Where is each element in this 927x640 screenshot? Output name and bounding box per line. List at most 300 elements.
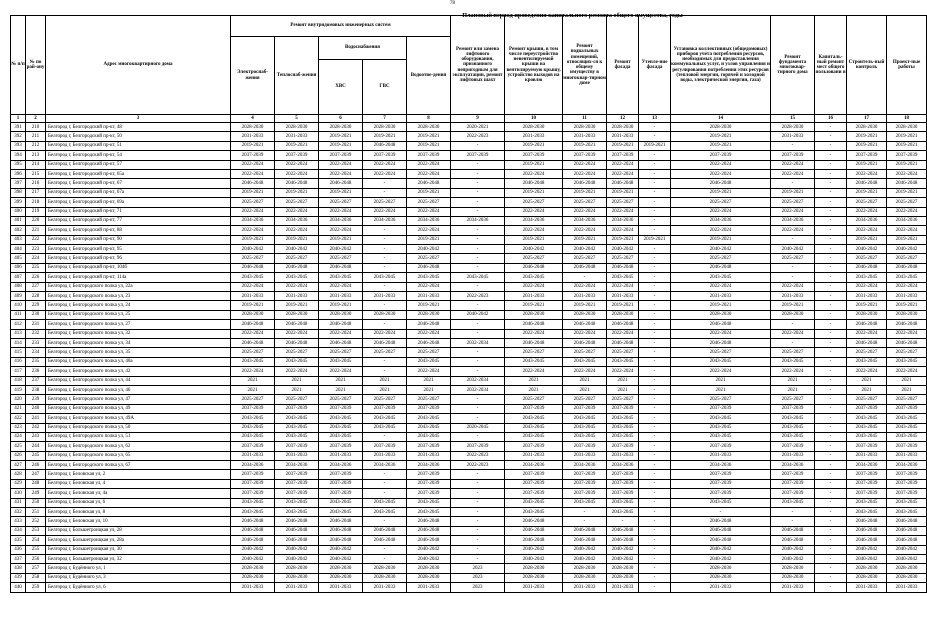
table-cell: 2025-2027 <box>319 348 363 357</box>
table-cell: 2046-2048 <box>887 320 927 329</box>
table-cell: 2025-2027 <box>671 198 771 207</box>
table-cell: 414 <box>11 338 26 347</box>
table-cell: 2022-2024 <box>607 226 639 235</box>
table-cell: 2031-2033 <box>563 451 607 460</box>
table-cell: 2022-2024 <box>671 207 771 216</box>
table-cell: 2037-2039 <box>607 479 639 488</box>
table-cell: 2025-2027 <box>363 198 407 207</box>
table-cell: - <box>451 489 505 498</box>
column-number: 8 <box>407 115 451 123</box>
table-cell: 2025-2027 <box>505 198 563 207</box>
table-cell: 217 <box>26 188 46 197</box>
table-cell: 2043-2045 <box>771 498 815 507</box>
table-cell: - <box>639 273 671 282</box>
table-cell: 2022-2024 <box>847 329 887 338</box>
table-row <box>11 404 927 413</box>
table-cell: - <box>451 254 505 263</box>
table-cell: - <box>815 423 847 432</box>
table-cell: 2019-2021 <box>275 188 319 197</box>
column-number: 6 <box>319 115 363 123</box>
address-cell: Белгород г, Белгородского полка ул, 51 <box>46 432 231 441</box>
table-cell: 2019-2021 <box>887 132 927 141</box>
table-cell: - <box>815 526 847 535</box>
table-cell: 2037-2039 <box>847 151 887 160</box>
table-cell: 2043-2045 <box>847 508 887 517</box>
address-cell: Белгород г, Белгородский пр-кт, 96 <box>46 254 231 263</box>
table-cell: - <box>451 198 505 207</box>
table-cell: 398 <box>11 188 26 197</box>
table-cell: 2025-2027 <box>887 254 927 263</box>
table-cell: 2040-2042 <box>505 554 563 563</box>
table-cell: - <box>451 348 505 357</box>
table-cell: 2046-2048 <box>671 526 771 535</box>
table-cell: 2043-2045 <box>231 423 275 432</box>
table-cell: 2022-2024 <box>275 282 319 291</box>
table-cell: 2022-2024 <box>771 367 815 376</box>
table-row <box>11 123 927 132</box>
table-row <box>11 263 927 272</box>
table-cell: 2037-2039 <box>607 151 639 160</box>
table-cell: 2025-2027 <box>847 198 887 207</box>
table-cell: 2046-2048 <box>887 338 927 347</box>
table-cell: 2019-2021 <box>275 235 319 244</box>
table-cell: 2022-2024 <box>563 169 607 178</box>
table-cell: 2019-2021 <box>607 301 639 310</box>
table-cell: 2025-2027 <box>771 348 815 357</box>
address-cell: Белгород г, Белгородского полка ул, 49 <box>46 404 231 413</box>
table-cell: - <box>815 442 847 451</box>
table-cell: 2034-2036 <box>671 461 771 470</box>
table-cell: - <box>639 263 671 272</box>
table-cell: 2043-2045 <box>887 414 927 423</box>
table-cell: 2028-2030 <box>231 123 275 132</box>
table-cell: 2037-2039 <box>563 442 607 451</box>
header-insulation: Утепле-ние фасада <box>639 16 671 115</box>
table-cell: - <box>451 414 505 423</box>
table-cell: 2046-2048 <box>671 517 771 526</box>
table-row <box>11 423 927 432</box>
table-cell: - <box>815 583 847 592</box>
table-cell: 2025-2027 <box>671 395 771 404</box>
table-cell: 2043-2045 <box>671 273 771 282</box>
table-cell: 2031-2033 <box>771 451 815 460</box>
table-cell: 2043-2045 <box>847 498 887 507</box>
table-cell: 2037-2039 <box>671 404 771 413</box>
table-cell: 2040-2042 <box>451 310 505 319</box>
table-cell: 222 <box>26 235 46 244</box>
table-row <box>11 338 927 347</box>
table-cell: 2019-2021 <box>887 235 927 244</box>
table-cell: 2019-2021 <box>847 160 887 169</box>
table-cell: 2037-2039 <box>505 489 563 498</box>
table-cell: - <box>639 179 671 188</box>
table-cell: - <box>363 357 407 366</box>
table-cell: 2022-2024 <box>671 282 771 291</box>
table-cell: 2021 <box>231 376 275 385</box>
table-cell: 418 <box>11 376 26 385</box>
table-cell: 2037-2039 <box>275 479 319 488</box>
table-cell: - <box>451 235 505 244</box>
table-cell: 2043-2045 <box>231 414 275 423</box>
table-cell: - <box>639 282 671 291</box>
table-cell: 2031-2033 <box>847 292 887 301</box>
table-cell: 235 <box>26 357 46 366</box>
table-cell: 234 <box>26 348 46 357</box>
table-cell: 2019-2021 <box>887 188 927 197</box>
table-cell: 2043-2045 <box>319 432 363 441</box>
table-cell: - <box>639 385 671 394</box>
table-cell: 2037-2039 <box>275 442 319 451</box>
table-cell: 2037-2039 <box>671 470 771 479</box>
table-cell: 2031-2033 <box>607 132 639 141</box>
address-cell: Белгород г, Белгородского полка ул, 50 <box>46 423 231 432</box>
table-cell: 2032-2034 <box>451 338 505 347</box>
table-cell: 2031-2033 <box>847 583 887 592</box>
table-cell: - <box>639 573 671 582</box>
table-cell: 2037-2039 <box>231 470 275 479</box>
table-cell: 246 <box>26 461 46 470</box>
table-cell: 2043-2045 <box>319 508 363 517</box>
table-cell: 433 <box>11 517 26 526</box>
table-cell: - <box>815 498 847 507</box>
table-cell: 2043-2045 <box>563 498 607 507</box>
table-cell: - <box>451 329 505 338</box>
table-cell: 2019-2021 <box>563 301 607 310</box>
table-cell: 2022-2024 <box>847 367 887 376</box>
table-cell: 2025-2027 <box>607 198 639 207</box>
table-row <box>11 442 927 451</box>
table-cell: 2025-2027 <box>231 348 275 357</box>
table-cell: 2031-2033 <box>887 292 927 301</box>
table-cell: 2043-2045 <box>275 414 319 423</box>
table-cell: 2043-2045 <box>505 357 563 366</box>
table-cell: 2046-2048 <box>607 320 639 329</box>
table-cell: 2043-2045 <box>671 357 771 366</box>
table-cell: 2023 <box>451 573 505 582</box>
table-cell: 2034-2036 <box>363 461 407 470</box>
table-cell: 2037-2039 <box>847 404 887 413</box>
table-cell: 226 <box>26 273 46 282</box>
table-cell: 2022-2024 <box>607 207 639 216</box>
table-cell: 2031-2033 <box>363 451 407 460</box>
table-cell: 2037-2039 <box>887 489 927 498</box>
table-cell: 2028-2030 <box>887 573 927 582</box>
address-cell: Белгород г, Белгородский пр-кт, 77 <box>46 216 231 225</box>
table-cell: 2022-2024 <box>407 367 451 376</box>
table-row <box>11 357 927 366</box>
table-cell: 2046-2048 <box>275 517 319 526</box>
table-cell: 2022-2024 <box>363 160 407 169</box>
table-cell: 2046-2048 <box>407 526 451 535</box>
table-cell: 2040-2042 <box>847 554 887 563</box>
table-cell: - <box>815 451 847 460</box>
table-cell: 411 <box>11 310 26 319</box>
table-cell: 2037-2039 <box>407 404 451 413</box>
table-cell: - <box>363 301 407 310</box>
table-cell: 2034-2036 <box>505 461 563 470</box>
table-cell: 2031-2033 <box>407 292 451 301</box>
table-cell: 2037-2039 <box>887 479 927 488</box>
table-cell: 2046-2048 <box>607 263 639 272</box>
table-cell: 2037-2039 <box>505 479 563 488</box>
table-cell: 2037-2039 <box>563 151 607 160</box>
table-cell: 2021 <box>847 385 887 394</box>
table-cell: 2021 <box>563 385 607 394</box>
table-cell: 2037-2039 <box>275 151 319 160</box>
table-cell: 2043-2045 <box>363 423 407 432</box>
table-cell: 2022-2024 <box>275 367 319 376</box>
table-cell: 2034-2036 <box>887 216 927 225</box>
table-cell: 440 <box>11 583 26 592</box>
table-cell: 2028-2030 <box>505 310 563 319</box>
table-cell: 2028-2030 <box>407 564 451 573</box>
table-cell: 2031-2033 <box>407 583 451 592</box>
table-cell: 2022-2024 <box>407 226 451 235</box>
table-cell: 2043-2045 <box>887 357 927 366</box>
column-number: 15 <box>771 115 815 123</box>
table-cell: - <box>815 554 847 563</box>
table-cell: - <box>639 498 671 507</box>
address-cell: Белгород г, Белгородский пр-кт, 69а <box>46 198 231 207</box>
table-cell: 2019-2021 <box>563 235 607 244</box>
table-cell: 2028-2030 <box>275 573 319 582</box>
table-cell: 2031-2033 <box>275 451 319 460</box>
table-cell: 239 <box>26 395 46 404</box>
table-cell: 2022-2024 <box>505 207 563 216</box>
table-cell: 2028-2030 <box>505 123 563 132</box>
table-cell: 2043-2045 <box>275 498 319 507</box>
table-cell: 2040-2042 <box>319 554 363 563</box>
column-number: 4 <box>231 115 275 123</box>
table-cell: 251 <box>26 508 46 517</box>
table-cell: - <box>363 245 407 254</box>
address-cell: Белгород г, Белгородский пр-кт, 71 <box>46 207 231 216</box>
table-cell: 415 <box>11 348 26 357</box>
table-cell: 2034-2036 <box>319 461 363 470</box>
table-cell: - <box>639 160 671 169</box>
table-cell: 2022-2024 <box>319 282 363 291</box>
table-cell: 2028-2030 <box>319 564 363 573</box>
address-cell: Белгород г, Белгородского полка ул, 44 <box>46 376 231 385</box>
table-cell: - <box>815 245 847 254</box>
page-number: 78 <box>450 1 455 6</box>
table-cell: 405 <box>11 254 26 263</box>
table-row <box>11 526 927 535</box>
table-cell: 2037-2039 <box>771 479 815 488</box>
table-cell: 2022-2024 <box>505 329 563 338</box>
table-cell: 2046-2048 <box>671 263 771 272</box>
table-cell: 2040-2042 <box>771 554 815 563</box>
table-cell: - <box>771 235 815 244</box>
table-cell: 436 <box>11 545 26 554</box>
address-cell: Белгород г, Белгородский пр-кт, 65а <box>46 169 231 178</box>
table-cell: 2040-2042 <box>847 245 887 254</box>
table-cell: 2028-2030 <box>275 564 319 573</box>
table-cell: 427 <box>11 461 26 470</box>
table-cell: 2037-2039 <box>771 470 815 479</box>
repair-schedule-table <box>10 15 927 593</box>
table-cell: 2025-2027 <box>847 395 887 404</box>
table-cell: 437 <box>11 554 26 563</box>
address-cell: Белгород г, Белгородского полка ул, 49А <box>46 414 231 423</box>
table-cell: 258 <box>26 573 46 582</box>
table-cell: 2034-2036 <box>771 461 815 470</box>
table-cell: 2025-2027 <box>771 198 815 207</box>
table-row <box>11 536 927 545</box>
table-row <box>11 498 927 507</box>
table-cell: 2028-2030 <box>275 310 319 319</box>
address-cell: Белгород г, Белгородский пр-кт, 51 <box>46 141 231 150</box>
table-cell: 2034-2036 <box>607 461 639 470</box>
table-cell: - <box>771 273 815 282</box>
table-row <box>11 151 927 160</box>
table-cell: 2021 <box>887 376 927 385</box>
address-cell: Белгород г, Белгородский пр-кт, 104б <box>46 263 231 272</box>
table-cell: 439 <box>11 573 26 582</box>
table-cell: 2046-2048 <box>847 517 887 526</box>
address-cell: Белгород г, Белгородского полка ул, 23 <box>46 292 231 301</box>
table-cell: 2037-2039 <box>607 489 639 498</box>
table-row <box>11 301 927 310</box>
table-cell: 400 <box>11 207 26 216</box>
table-cell: 2019-2021 <box>671 132 771 141</box>
table-cell: 2022-2024 <box>563 226 607 235</box>
table-cell: 2031-2033 <box>407 451 451 460</box>
table-cell: 2021 <box>231 385 275 394</box>
table-cell: - <box>639 479 671 488</box>
table-cell: 2037-2039 <box>231 489 275 498</box>
table-cell: 2031-2033 <box>231 583 275 592</box>
header-construction-control: Строитель-ный контроль <box>847 16 887 115</box>
table-cell: 2040-2042 <box>275 245 319 254</box>
table-cell: 2019-2021 <box>407 235 451 244</box>
table-cell: 2043-2045 <box>231 508 275 517</box>
table-cell: 2028-2030 <box>363 573 407 582</box>
table-cell: 2037-2039 <box>887 470 927 479</box>
table-cell: 2040-2042 <box>231 545 275 554</box>
table-cell: - <box>815 348 847 357</box>
table-cell: - <box>639 367 671 376</box>
table-cell: - <box>815 132 847 141</box>
table-cell: 2034-2036 <box>847 461 887 470</box>
address-cell: Белгород г, Будённого ул, 3 <box>46 573 231 582</box>
table-cell: 2031-2033 <box>563 132 607 141</box>
table-cell: 391 <box>11 123 26 132</box>
table-cell: 2043-2045 <box>847 273 887 282</box>
table-cell: 253 <box>26 526 46 535</box>
table-cell: - <box>639 123 671 132</box>
table-cell: - <box>363 282 407 291</box>
table-cell: 2037-2039 <box>275 489 319 498</box>
header-num: № п/п <box>11 16 26 115</box>
table-cell: 2028-2030 <box>887 564 927 573</box>
table-cell: 2025-2027 <box>771 395 815 404</box>
table-cell: 2043-2045 <box>407 273 451 282</box>
table-cell: - <box>639 169 671 178</box>
table-cell: 2037-2039 <box>451 442 505 451</box>
table-cell: 2028-2030 <box>771 310 815 319</box>
table-cell: 402 <box>11 226 26 235</box>
table-cell: 2019-2021 <box>847 188 887 197</box>
table-cell: 2022-2024 <box>231 169 275 178</box>
table-cell: 2022-2024 <box>231 226 275 235</box>
table-cell: 2043-2045 <box>505 414 563 423</box>
table-cell: 2031-2033 <box>887 451 927 460</box>
table-cell: 2040-2042 <box>275 545 319 554</box>
table-cell: 2046-2048 <box>231 526 275 535</box>
table-cell: 2021 <box>847 376 887 385</box>
table-cell: 2025-2027 <box>607 395 639 404</box>
table-cell: - <box>639 310 671 319</box>
table-cell: 2043-2045 <box>275 423 319 432</box>
table-cell: 2028-2030 <box>363 310 407 319</box>
table-cell: 2043-2045 <box>771 357 815 366</box>
table-cell: 432 <box>11 508 26 517</box>
table-cell: 2040-2042 <box>607 545 639 554</box>
table-cell: 2040-2042 <box>505 245 563 254</box>
table-cell: 2037-2039 <box>887 151 927 160</box>
table-cell: 2022-2024 <box>887 169 927 178</box>
table-cell: 2019-2021 <box>505 301 563 310</box>
table-cell: 2022-2024 <box>771 169 815 178</box>
table-cell: 2037-2039 <box>275 470 319 479</box>
table-cell: 2046-2048 <box>887 263 927 272</box>
table-cell: 2021 <box>563 376 607 385</box>
table-cell: 2037-2039 <box>671 479 771 488</box>
table-cell: 2019-2021 <box>407 132 451 141</box>
table-cell: 2025-2027 <box>563 395 607 404</box>
table-cell: - <box>363 320 407 329</box>
table-row <box>11 461 927 470</box>
table-cell: - <box>771 508 815 517</box>
table-row <box>11 573 927 582</box>
table-cell: 2046-2048 <box>319 517 363 526</box>
table-cell: 2028-2030 <box>319 573 363 582</box>
table-cell: 231 <box>26 320 46 329</box>
table-cell: 224 <box>26 254 46 263</box>
table-row <box>11 310 927 319</box>
table-cell: 2037-2039 <box>319 470 363 479</box>
table-cell: 2031-2033 <box>319 583 363 592</box>
table-cell: 212 <box>26 141 46 150</box>
table-cell: 2022-2024 <box>319 169 363 178</box>
table-cell: 2028-2030 <box>563 564 607 573</box>
address-cell: Белгород г, Белгородского полка ул, 22а <box>46 282 231 291</box>
table-row <box>11 198 927 207</box>
table-cell: 2028-2030 <box>607 310 639 319</box>
table-cell: 2022-2024 <box>275 169 319 178</box>
column-number-row <box>11 115 927 123</box>
table-cell: 2028-2030 <box>607 564 639 573</box>
address-cell: Белгород г, Белгородского полка ул, 65 <box>46 451 231 460</box>
header-roof: Ремонт крыши, в том числе переустройство невентилируемой крыши на вентилируемую крышу, устройство выходов на кровлю <box>505 16 563 115</box>
table-cell: 2019-2021 <box>231 188 275 197</box>
table-cell: 2028-2030 <box>671 564 771 573</box>
table-cell: - <box>639 198 671 207</box>
table-cell: - <box>815 404 847 413</box>
table-cell: 2046-2048 <box>563 179 607 188</box>
table-cell: 392 <box>11 132 26 141</box>
table-cell: 2037-2039 <box>363 442 407 451</box>
table-cell: 228 <box>26 292 46 301</box>
table-cell: 210 <box>26 123 46 132</box>
table-cell: 2046-2048 <box>363 338 407 347</box>
table-cell: 2037-2039 <box>847 479 887 488</box>
table-row <box>11 329 927 338</box>
table-cell: 2019-2021 <box>505 141 563 150</box>
table-cell: - <box>451 432 505 441</box>
table-cell: 2019-2021 <box>671 141 771 150</box>
